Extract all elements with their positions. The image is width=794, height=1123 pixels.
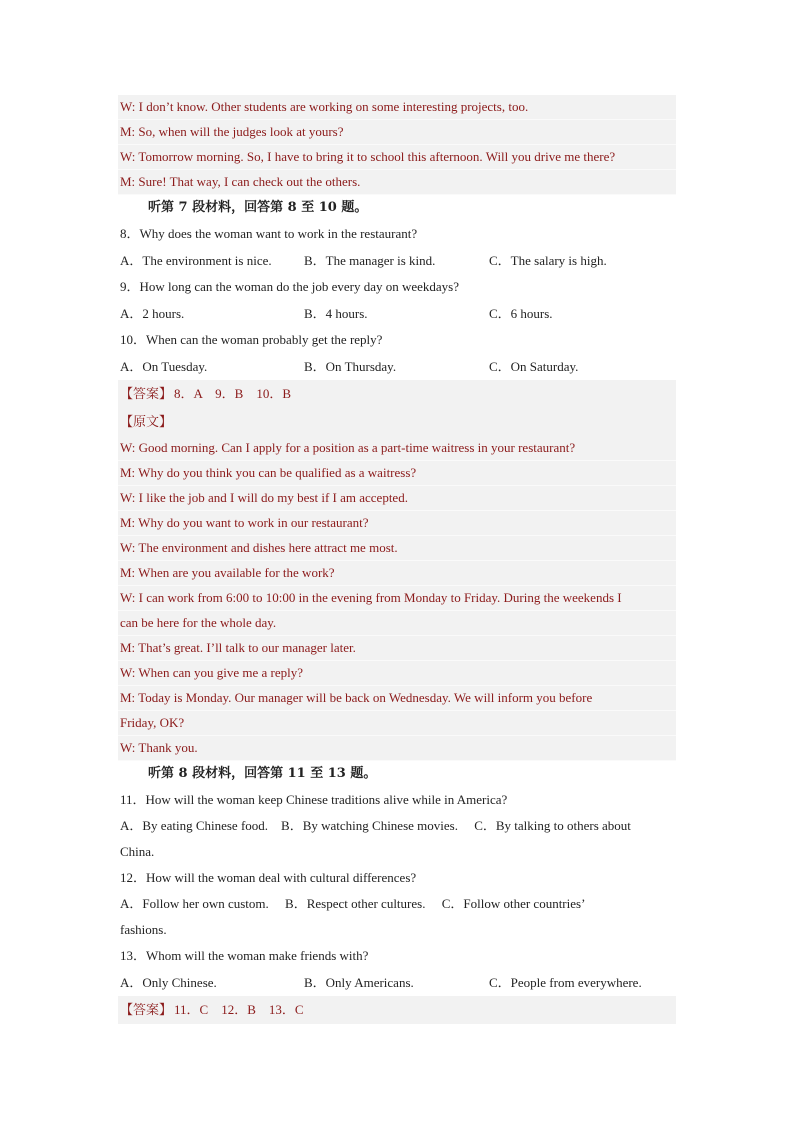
- option-b: B．Only Americans.: [304, 975, 414, 990]
- transcript-line: Friday, OK?: [118, 711, 676, 736]
- question-10: 10．When can the woman probably get the reply?: [120, 332, 383, 347]
- question-13-options: [118, 969, 676, 996]
- document-page: [118, 95, 676, 1024]
- question-11-options-cont: China.: [120, 844, 155, 859]
- section-7-answer-block: [118, 380, 676, 761]
- question-8-options: [118, 247, 676, 274]
- question-12: 12．How will the woman deal with cultural differences?: [120, 870, 417, 885]
- option-a: A．Only Chinese.: [120, 975, 217, 990]
- question-12-options: A．Follow her own custom. B．Respect other cultures. C．Follow other countries’: [120, 896, 586, 911]
- option-c: C．On Saturday.: [489, 359, 579, 374]
- transcript-line: W: I like the job and I will do my best if I am accepted.: [118, 486, 676, 511]
- answer-line: [118, 996, 676, 1024]
- original-label-line: [118, 408, 676, 436]
- transcript-line: M: Today is Monday. Our manager will be back on Wednesday. We will inform you before: [118, 686, 676, 711]
- answer-text: 11．C 12．B 13．C: [174, 1002, 304, 1017]
- option-b: B．On Thursday.: [304, 359, 397, 374]
- transcript-line: M: That’s great. I’ll talk to our manager later.: [118, 636, 676, 661]
- transcript-line: W: When can you give me a reply?: [118, 661, 676, 686]
- transcript-line: can be here for the whole day.: [118, 611, 676, 636]
- transcript-line: W: Thank you.: [118, 736, 676, 761]
- option-c: C．The salary is high.: [489, 253, 607, 268]
- option-a: A．The environment is nice.: [120, 253, 272, 268]
- option-c: C．People from everywhere.: [489, 975, 642, 990]
- dialog-top-block: [118, 95, 676, 195]
- dialog-line: W: I don’t know. Other students are working on some interesting projects, too.: [118, 95, 676, 120]
- option-a: A．2 hours.: [120, 306, 185, 321]
- answer-label: 【答案】: [120, 1003, 173, 1018]
- option-a: A．On Tuesday.: [120, 359, 208, 374]
- section-8-heading: 听第 8 段材料，回答第 11 至 13 题。: [148, 766, 377, 781]
- transcript-line: M: When are you available for the work?: [118, 561, 676, 586]
- question-9-options: [118, 300, 676, 327]
- question-13: 13．Whom will the woman make friends with?: [120, 948, 369, 963]
- question-11-options: A．By eating Chinese food. B．By watching Chinese movies. C．By talking to others about: [120, 818, 631, 833]
- dialog-line: M: So, when will the judges look at yours?: [118, 120, 676, 145]
- question-8: 8．Why does the woman want to work in the restaurant?: [120, 226, 418, 241]
- answer-label: 【答案】: [120, 387, 173, 402]
- dialog-line: W: Tomorrow morning. So, I have to bring it to school this afternoon. Will you drive me there?: [118, 145, 676, 170]
- transcript-line: W: Good morning. Can I apply for a position as a part-time waitress in your restaurant?: [118, 436, 676, 461]
- answer-text: 8．A 9．B 10．B: [174, 386, 292, 401]
- option-b: B．The manager is kind.: [304, 253, 436, 268]
- section-8-answer-block: [118, 996, 676, 1024]
- answer-line: [118, 380, 676, 408]
- transcript-line: M: Why do you want to work in our restaurant?: [118, 511, 676, 536]
- question-10-options: [118, 353, 676, 380]
- question-12-options-cont: fashions.: [120, 922, 167, 937]
- question-9: 9．How long can the woman do the job every day on weekdays?: [120, 279, 459, 294]
- question-11: 11．How will the woman keep Chinese traditions alive while in America?: [120, 792, 508, 807]
- transcript-line: W: The environment and dishes here attract me most.: [118, 536, 676, 561]
- dialog-line: M: Sure! That way, I can check out the others.: [118, 170, 676, 195]
- option-b: B．4 hours.: [304, 306, 368, 321]
- original-label: 【原文】: [120, 415, 173, 430]
- transcript-line: W: I can work from 6:00 to 10:00 in the evening from Monday to Friday. During the weekends I: [118, 586, 676, 611]
- section-7-heading: 听第 7 段材料，回答第 8 至 10 题。: [148, 200, 368, 215]
- transcript-line: M: Why do you think you can be qualified as a waitress?: [118, 461, 676, 486]
- option-c: C．6 hours.: [489, 306, 553, 321]
